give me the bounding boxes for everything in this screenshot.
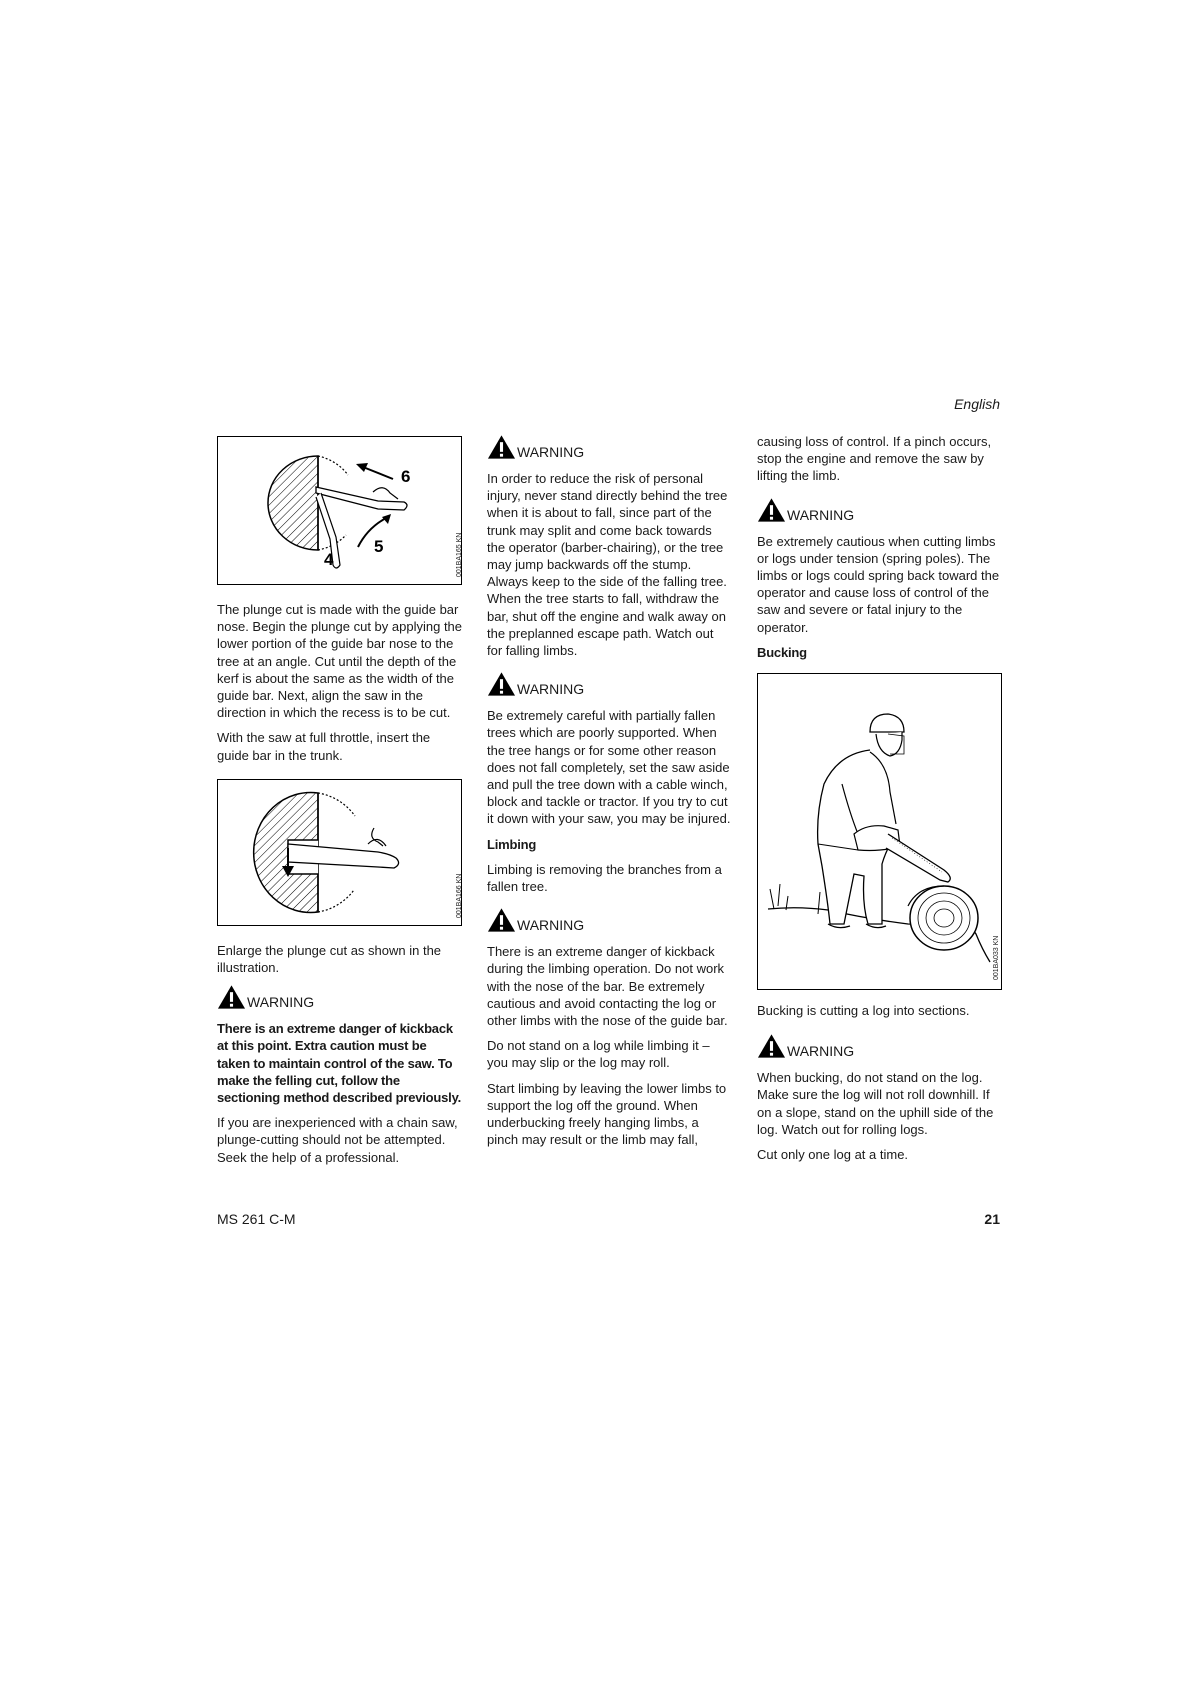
warning-icon <box>487 434 516 460</box>
page-number: 21 <box>984 1211 1000 1227</box>
warning-header <box>487 907 732 933</box>
figure-caption: Bucking is cutting a log into sections. <box>757 1003 970 1019</box>
warning-text: There is an extreme danger of kickback during the limbing operation. Do not work with the nose of the bar. Be extremely cautious and avoid contacting the log or other limbs with the nose of the guide bar. <box>487 944 728 1029</box>
figure-code: 001BA166 KN <box>456 873 463 918</box>
figure-label-6: 6 <box>401 467 411 486</box>
warning-label: WARNING <box>517 917 585 934</box>
plunge-cut-illustration-2 <box>218 780 461 925</box>
section-heading-bucking: Bucking <box>757 644 807 660</box>
column-1 <box>217 437 462 1174</box>
warning-header <box>487 434 732 460</box>
warning-label: WARNING <box>517 681 585 698</box>
paragraph: Do not stand on a log while limbing it – you may slip or the log may roll. <box>487 1038 710 1071</box>
warning-header <box>487 671 732 697</box>
paragraph: Enlarge the plunge cut as shown in the illustration. <box>217 942 442 976</box>
warning-header <box>757 497 1002 523</box>
bucking-illustration <box>758 674 1001 989</box>
warning-icon <box>757 497 786 523</box>
warning-icon <box>487 907 516 933</box>
paragraph: The plunge cut is made with the guide bar nose. Begin the plunge cut by applying the lower portion of the guide bar nose to the tree at an angle. Cut until the depth of the kerf is about the same as the width of the guide bar. Next, align the saw in the direction in which the recess is to be cut. <box>217 602 463 721</box>
warning-icon <box>487 671 516 697</box>
plunge-cut-illustration-1 <box>218 437 461 584</box>
warning-header <box>217 984 462 1010</box>
column-3 <box>757 433 1002 1171</box>
warning-icon <box>757 1033 786 1059</box>
plunge-cut-figure-2 <box>217 779 462 926</box>
figure-label-5: 5 <box>374 537 384 556</box>
bucking-figure <box>757 673 1002 990</box>
language-label: English <box>954 396 1000 412</box>
paragraph: Limbing is removing the branches from a fallen tree. <box>487 861 722 895</box>
figure-label-4: 4 <box>324 550 334 569</box>
warning-label: WARNING <box>247 994 315 1011</box>
column-2 <box>487 437 732 1157</box>
warning-label: WARNING <box>517 444 585 460</box>
warning-header <box>757 1033 1002 1059</box>
paragraph: causing loss of control. If a pinch occurs, stop the engine and remove the saw by lifting the limb. <box>757 434 992 484</box>
warning-text: Be extremely careful with partially fallen trees which are poorly supported. When the tree hangs or for some other reason does not fall completely, set the saw aside and pull the tree down with a cable winch, block and tackle or tractor. If you try to cut it down with your saw, you may be injured. <box>487 708 731 827</box>
warning-text: Be extremely cautious when cutting limbs or logs under tension (spring poles). The limbs or logs could spring back toward the operator and cause loss of control of the saw and severe or fatal injury to the operator. <box>757 533 1000 635</box>
warning-label: WARNING <box>787 506 855 523</box>
figure-code: 001BA033 KN <box>993 935 1000 981</box>
paragraph: Cut only one log at a time. <box>757 1147 909 1163</box>
paragraph: Start limbing by leaving the lower limbs to support the log off the ground. When underbucking freely hanging limbs, a pinch may result or the limb may fall, <box>487 1080 727 1148</box>
paragraph: With the saw at full throttle, insert the guide bar in the trunk. <box>217 730 431 763</box>
warning-icon <box>217 984 246 1010</box>
warning-text: There is an extreme danger of kickback at this point. Extra caution must be taken to maintain control of the saw. To make the felling cut, follow the sectioning method described previously. <box>217 1021 462 1106</box>
figure-code: 001BA165 KN <box>456 532 463 577</box>
paragraph: If you are inexperienced with a chain saw, plunge-cutting should not be attempted. Seek the help of a professional. <box>217 1115 458 1165</box>
plunge-cut-figure-1 <box>217 436 462 585</box>
warning-text: In order to reduce the risk of personal injury, never stand directly behind the tree when it is about to fall, since part of the trunk may split and come back towards the operator (barber-chairing), or the tree may jump backwards off the stump. Always keep to the side of the falling tree. When the tree starts to fall, withdraw the bar, shut off the engine and walk away on the preplanned escape path. Watch out for falling limbs. <box>487 471 728 659</box>
section-heading-limbing: Limbing <box>487 836 537 852</box>
warning-label: WARNING <box>787 1043 855 1060</box>
model-name: MS 261 C-M <box>217 1211 296 1227</box>
warning-text: When bucking, do not stand on the log. Make sure the log will not roll downhill. If on a slope, stand on the uphill side of the log. Watch out for rolling logs. <box>757 1070 994 1137</box>
